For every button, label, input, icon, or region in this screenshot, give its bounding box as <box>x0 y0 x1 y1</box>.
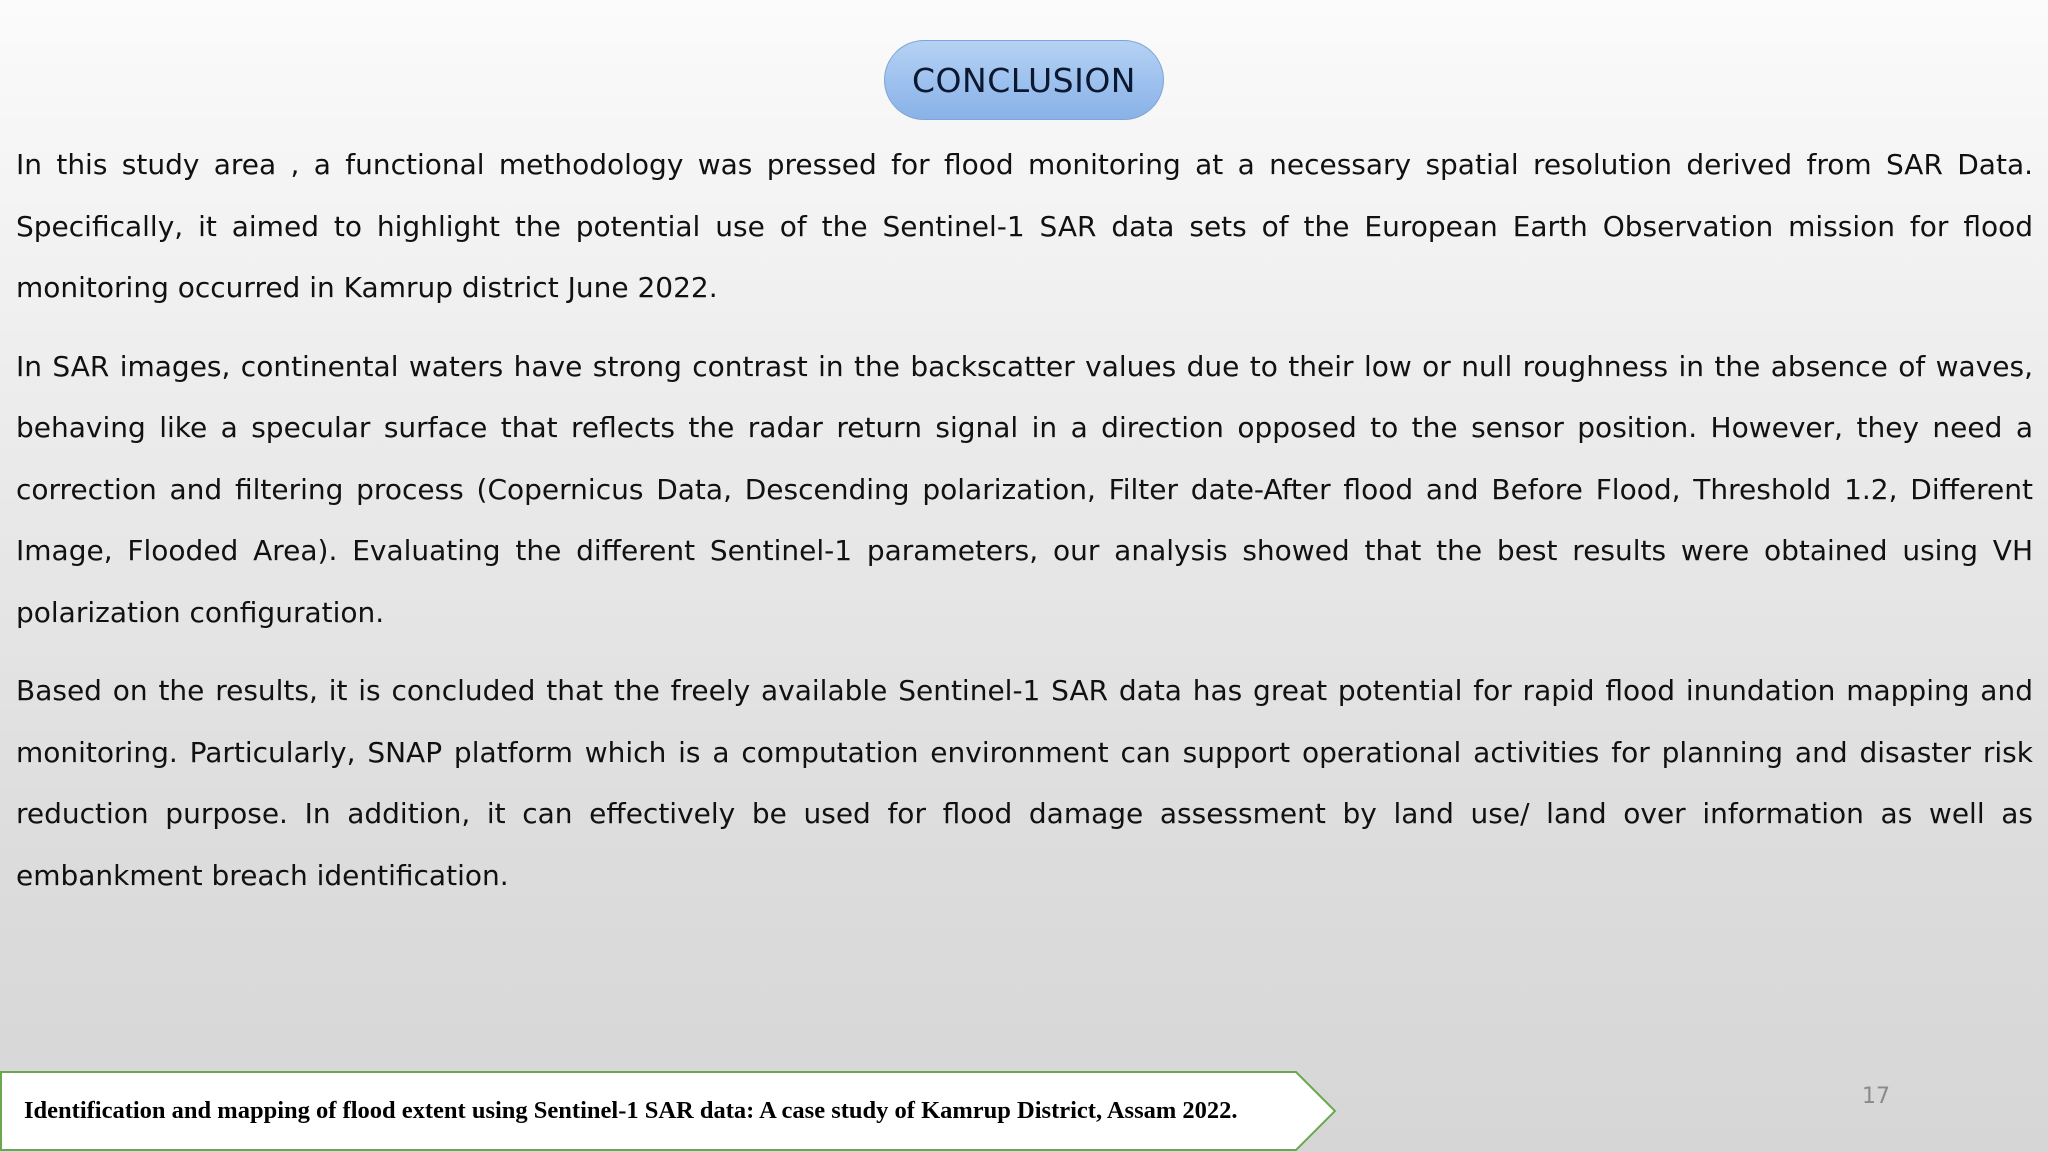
page-number: 17 <box>1862 1084 1890 1109</box>
paragraph-1: In this study area , a functional methodology was pressed for flood monitoring at a necessary spatial resolution derived from SAR Data. Specifically, it aimed to highlight the potential use of the Sentinel-1 SAR data sets of the European Earth Observation mission for flood monitoring occurred in Kamrup district June 2022. <box>16 148 2033 304</box>
footer-caption: Identification and mapping of flood extent using Sentinel-1 SAR data: A case study of Kamrup District, Assam 2022. <box>24 1097 1238 1124</box>
conclusion-body <box>16 134 2033 923</box>
paragraph-2: In SAR images, continental waters have strong contrast in the backscatter values due to their low or null roughness in the absence of waves, behaving like a specular surface that reflects the radar return signal in a direction opposed to the sensor position. However, they need a correction and filtering process (Copernicus Data, Descending polarization, Filter date-After flood and Before Flood, Threshold 1.2, Different Image, Flooded Area). Evaluating the different Sentinel-1 parameters, our analysis showed that the best results were obtained using VH polarization configuration. <box>16 349 2033 629</box>
paragraph-3: Based on the results, it is concluded that the freely available Sentinel-1 SAR data has great potential for rapid flood inundation mapping and monitoring. Particularly, SNAP platform which is a computation environment can support operational activities for planning and disaster risk reduction purpose. In addition, it can effectively be used for flood damage assessment by land use/ land over information as well as embankment breach identification. <box>16 674 2033 892</box>
footer-banner <box>0 1070 1340 1152</box>
slide-title: CONCLUSION <box>884 40 1164 120</box>
